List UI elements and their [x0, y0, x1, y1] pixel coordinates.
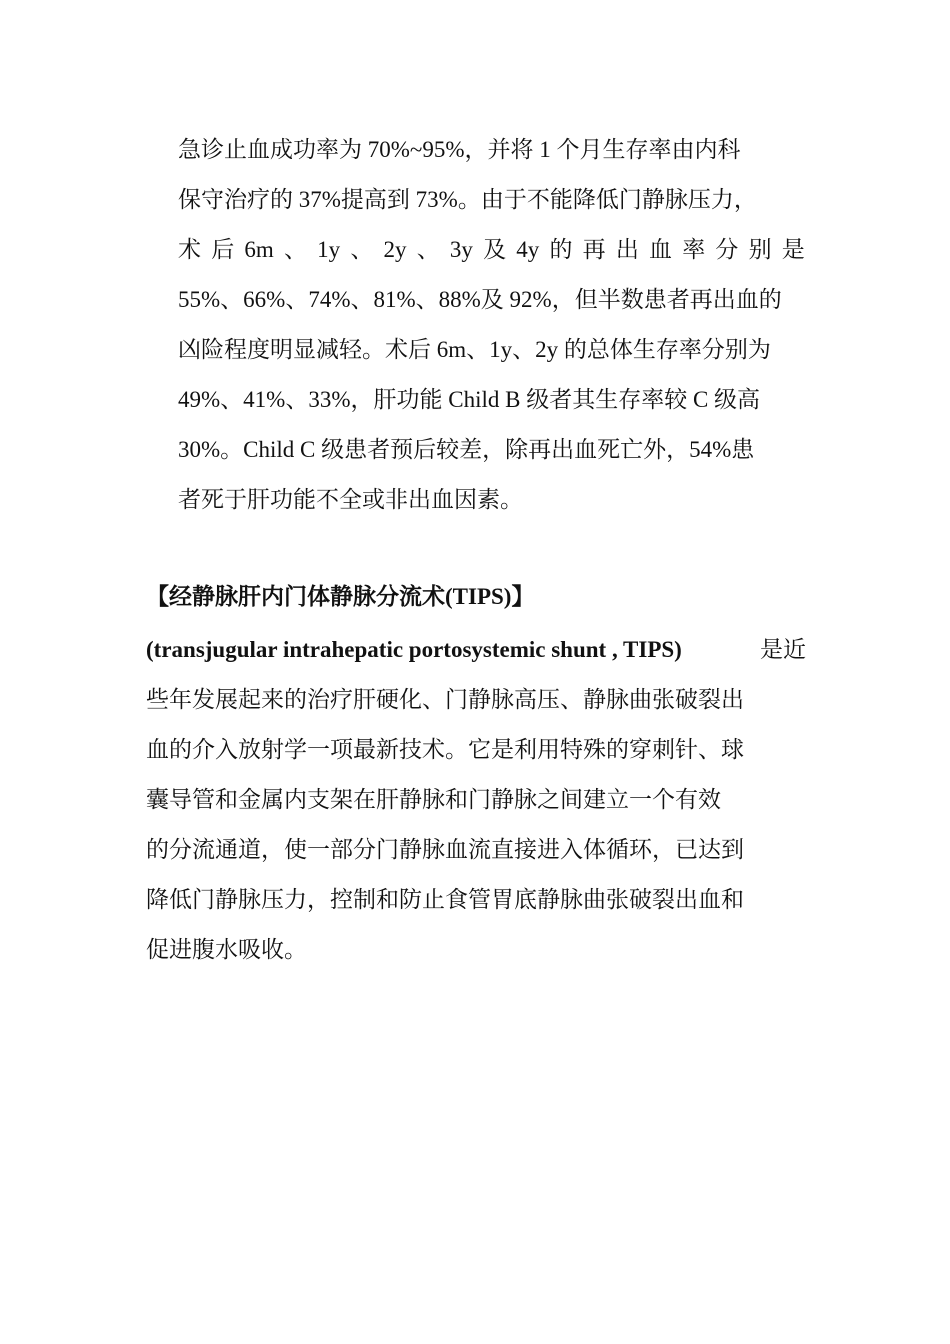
- text-line-content: 促进腹水吸收。: [146, 937, 307, 962]
- text-line: [146, 635, 806, 665]
- text-line: [146, 785, 721, 815]
- text-line: [146, 685, 744, 715]
- text-token: 1y: [317, 237, 341, 262]
- text-line: [146, 935, 307, 965]
- text-line: [146, 835, 744, 865]
- text-line: [146, 735, 744, 765]
- text-line-content: 的分流通道，使一部分门静脉血流直接进入体循环，已达到: [146, 837, 744, 862]
- english-term: (transjugular intrahepatic portosystemic shunt , TIPS): [146, 637, 682, 662]
- text-token: 出: [615, 237, 639, 262]
- text-line: [178, 285, 805, 315]
- text-line-content: 是近: [760, 637, 806, 662]
- text-line-content: 49%、41%、33%，肝功能 Child B 级者其生存率较 C 级高: [178, 387, 761, 412]
- text-token: 别: [748, 237, 772, 262]
- text-line-content: 凶险程度明显减轻。术后 6m、1y、2y 的总体生存率分别为: [178, 337, 771, 362]
- text-line-content: 30%。Child C 级患者预后较差，除再出血死亡外，54%患: [178, 437, 755, 462]
- text-line: [178, 385, 805, 415]
- text-token: 分: [715, 237, 739, 262]
- text-line: [178, 435, 805, 465]
- text-line-content: 急诊止血成功率为 70%~95%，并将 1 个月生存率由内科: [178, 137, 741, 162]
- text-token: 6m: [244, 237, 274, 262]
- text-token: 4y: [516, 237, 540, 262]
- text-token: 是: [781, 237, 805, 262]
- text-line-content: 些年发展起来的治疗肝硬化、门静脉高压、静脉曲张破裂出: [146, 687, 744, 712]
- section-heading: 【经静脉肝内门体静脉分流术(TIPS)】: [146, 584, 535, 609]
- text-line: [178, 135, 805, 165]
- text-line: [178, 235, 805, 265]
- text-line: [178, 335, 805, 365]
- text-token: 再: [582, 237, 606, 262]
- text-token: 率: [682, 237, 706, 262]
- text-token: 的: [549, 237, 573, 262]
- text-line-content: 降低门静脉压力，控制和防止食管胃底静脉曲张破裂出血和: [146, 887, 744, 912]
- text-token: 2y: [383, 237, 407, 262]
- text-line: [146, 885, 744, 915]
- text-token: 、: [416, 237, 440, 262]
- text-line-content: 者死于肝功能不全或非出血因素。: [178, 487, 523, 512]
- text-token: 、: [283, 237, 307, 262]
- text-line-content: 血的介入放射学一项最新技术。它是利用特殊的穿刺针、球: [146, 737, 744, 762]
- text-token: 后: [211, 237, 235, 262]
- text-token: 3y: [449, 237, 473, 262]
- text-line-content: 囊导管和金属内支架在肝静脉和门静脉之间建立一个有效: [146, 787, 721, 812]
- text-token: 、: [350, 237, 374, 262]
- text-line-content: 保守治疗的 37%提高到 73%。由于不能降低门静脉压力，: [178, 187, 757, 212]
- text-line-content: 55%、66%、74%、81%、88%及 92%，但半数患者再出血的: [178, 287, 782, 312]
- text-line: [178, 485, 523, 515]
- text-token: 术: [178, 237, 201, 262]
- text-token: 血: [649, 237, 673, 262]
- text-line: [178, 185, 805, 215]
- text-token: 及: [483, 237, 507, 262]
